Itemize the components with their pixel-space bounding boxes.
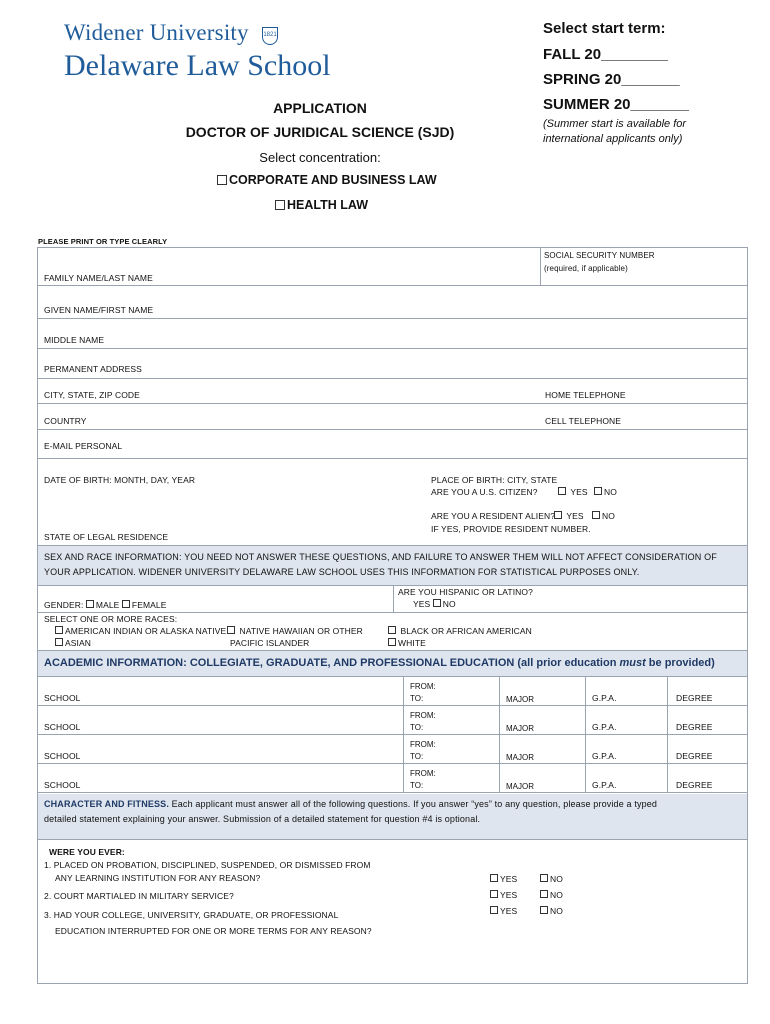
degree-title: DOCTOR OF JURIDICAL SCIENCE (SJD) (185, 124, 455, 140)
alien-yes[interactable]: YES (554, 511, 584, 521)
gpa-label: G.P.A. (592, 722, 617, 732)
race-native-hawaiian[interactable]: NATIVE HAWAIIAN OR OTHER (227, 626, 363, 636)
degree-label: DEGREE (676, 722, 713, 732)
pob-label: PLACE OF BIRTH: CITY, STATE (431, 475, 558, 485)
ssn-label: SOCIAL SECURITY NUMBER (544, 251, 655, 260)
summer-note-line1: (Summer start is available for (543, 118, 687, 130)
hispanic-yes[interactable]: YES NO (413, 599, 456, 609)
checkbox-icon[interactable] (388, 638, 396, 646)
checkbox-icon[interactable] (540, 874, 548, 882)
major-label: MAJOR (506, 753, 534, 762)
family-name-label: FAMILY NAME/LAST NAME (44, 273, 153, 283)
checkbox-icon[interactable] (540, 890, 548, 898)
concentration-health[interactable] (275, 198, 368, 212)
checkbox-icon[interactable] (433, 599, 441, 607)
concentration-corporate[interactable] (217, 173, 437, 187)
question-3b: EDUCATION INTERRUPTED FOR ONE OR MORE TERMS FOR ANY REASON? (55, 926, 372, 936)
sex-race-text-1: SEX AND RACE INFORMATION: YOU NEED NOT ANSWER THESE QUESTIONS, AND FAILURE TO ANSWER THEM WILL NOT AFFECT CONSIDERATION OF (44, 552, 717, 562)
cell-telephone-label: CELL TELEPHONE (545, 416, 622, 426)
checkbox-icon[interactable] (227, 626, 235, 634)
checkbox-icon[interactable] (540, 906, 548, 914)
checkbox-icon[interactable] (558, 487, 566, 495)
summer-note-line2: international applicants only) (543, 133, 683, 145)
q1-yes[interactable]: YES (490, 874, 517, 884)
application-title: APPLICATION (273, 100, 367, 116)
middle-name-label: MIDDLE NAME (44, 335, 105, 345)
ssn-required: (required, if applicable) (544, 264, 628, 273)
to-label: TO: (410, 694, 424, 703)
question-1b: ANY LEARNING INSTITUTION FOR ANY REASON? (55, 873, 261, 883)
race-american-indian[interactable]: AMERICAN INDIAN OR ALASKA NATIVE (55, 626, 226, 636)
were-you-ever: WERE YOU EVER: (49, 847, 125, 857)
to-label: TO: (410, 723, 424, 732)
term-fall[interactable]: FALL 20________ (543, 46, 668, 63)
gpa-label: G.P.A. (592, 751, 617, 761)
q2-yes[interactable]: YES (490, 890, 517, 900)
alien-no[interactable]: NO (592, 511, 615, 521)
from-label: FROM: (410, 769, 436, 778)
race-white[interactable]: WHITE (388, 638, 426, 648)
logo-law-school: Delaware Law School (64, 49, 331, 82)
concentration-health-label: HEALTH LAW (287, 198, 369, 212)
question-3a: 3. HAD YOUR COLLEGE, UNIVERSITY, GRADUATE, OR PROFESSIONAL (44, 910, 339, 920)
school-label: SCHOOL (44, 751, 81, 761)
checkbox-icon[interactable] (217, 175, 227, 185)
q3-yes[interactable]: YES (490, 906, 517, 916)
checkbox-icon[interactable] (490, 890, 498, 898)
checkbox-icon[interactable] (554, 511, 562, 519)
checkbox-icon[interactable] (594, 487, 602, 495)
crest-icon: 1821 (262, 27, 278, 45)
race-asian[interactable]: ASIAN (55, 638, 91, 648)
citizen-yes[interactable]: YES (558, 487, 588, 497)
term-spring[interactable]: SPRING 20_______ (543, 71, 680, 88)
checkbox-icon[interactable] (55, 638, 63, 646)
character-text-2: detailed statement explaining your answer. Submission of a detailed statement for question #4 is optional. (44, 814, 481, 824)
checkbox-icon[interactable] (592, 511, 600, 519)
given-name-label: GIVEN NAME/FIRST NAME (44, 305, 154, 315)
checkbox-icon[interactable] (490, 906, 498, 914)
hispanic-label: ARE YOU HISPANIC OR LATINO? (398, 587, 533, 597)
from-label: FROM: (410, 711, 436, 720)
races-heading: SELECT ONE OR MORE RACES: (44, 614, 178, 624)
gpa-label: G.P.A. (592, 780, 617, 790)
q2-no[interactable]: NO (540, 890, 563, 900)
resident-alien-label: ARE YOU A RESIDENT ALIEN? (431, 511, 556, 521)
character-text-1: CHARACTER AND FITNESS. Each applicant must answer all of the following questions. If you answer “yes” to any question, please provide a typed (44, 799, 658, 809)
city-state-zip-label: CITY, STATE, ZIP CODE (44, 390, 140, 400)
permanent-address-label: PERMANENT ADDRESS (44, 364, 142, 374)
from-label: FROM: (410, 740, 436, 749)
print-note: PLEASE PRINT OR TYPE CLEARLY (38, 237, 168, 246)
country-label: COUNTRY (44, 416, 87, 426)
q1-no[interactable]: NO (540, 874, 563, 884)
term-summer[interactable]: SUMMER 20_______ (543, 96, 689, 113)
race-black[interactable]: BLACK OR AFRICAN AMERICAN (388, 626, 532, 636)
citizen-no[interactable]: NO (594, 487, 617, 497)
degree-label: DEGREE (676, 751, 713, 761)
checkbox-icon[interactable] (55, 626, 63, 634)
major-label: MAJOR (506, 782, 534, 791)
select-concentration: Select concentration: (259, 150, 381, 165)
school-label: SCHOOL (44, 693, 81, 703)
checkbox-icon[interactable] (388, 626, 396, 634)
major-label: MAJOR (506, 724, 534, 733)
academic-heading: ACADEMIC INFORMATION: COLLEGIATE, GRADUATE, AND PROFESSIONAL EDUCATION (all prior education must be provided) (44, 657, 715, 669)
question-1a: 1. PLACED ON PROBATION, DISCIPLINED, SUSPENDED, OR DISMISSED FROM (44, 860, 371, 870)
logo-university: Widener University (64, 20, 249, 45)
gender-row: GENDER: MALE FEMALE (44, 600, 167, 610)
checkbox-icon[interactable] (122, 600, 130, 608)
from-label: FROM: (410, 682, 436, 691)
home-telephone-label: HOME TELEPHONE (545, 390, 626, 400)
sex-race-text-2: YOUR APPLICATION. WIDENER UNIVERSITY DELAWARE LAW SCHOOL USES THIS INFORMATION FOR STATISTICAL PURPOSES ONLY. (44, 567, 640, 577)
checkbox-icon[interactable] (86, 600, 94, 608)
question-2: 2. COURT MARTIALED IN MILITARY SERVICE? (44, 891, 234, 901)
degree-label: DEGREE (676, 780, 713, 790)
dob-label: DATE OF BIRTH: MONTH, DAY, YEAR (44, 475, 196, 485)
gpa-label: G.P.A. (592, 693, 617, 703)
school-label: SCHOOL (44, 722, 81, 732)
degree-label: DEGREE (676, 693, 713, 703)
school-label: SCHOOL (44, 780, 81, 790)
to-label: TO: (410, 781, 424, 790)
start-term-heading: Select start term: (543, 20, 666, 37)
state-legal-residence-label: STATE OF LEGAL RESIDENCE (44, 532, 169, 542)
email-label: E-MAIL PERSONAL (44, 441, 123, 451)
to-label: TO: (410, 752, 424, 761)
concentration-corporate-label: CORPORATE AND BUSINESS LAW (229, 173, 437, 187)
checkbox-icon[interactable] (275, 200, 285, 210)
resident-number-label: IF YES, PROVIDE RESIDENT NUMBER. (431, 524, 591, 534)
checkbox-icon[interactable] (490, 874, 498, 882)
q3-no[interactable]: NO (540, 906, 563, 916)
us-citizen-label: ARE YOU A U.S. CITIZEN? (431, 487, 538, 497)
major-label: MAJOR (506, 695, 534, 704)
race-pacific-islander-label: PACIFIC ISLANDER (230, 638, 310, 648)
